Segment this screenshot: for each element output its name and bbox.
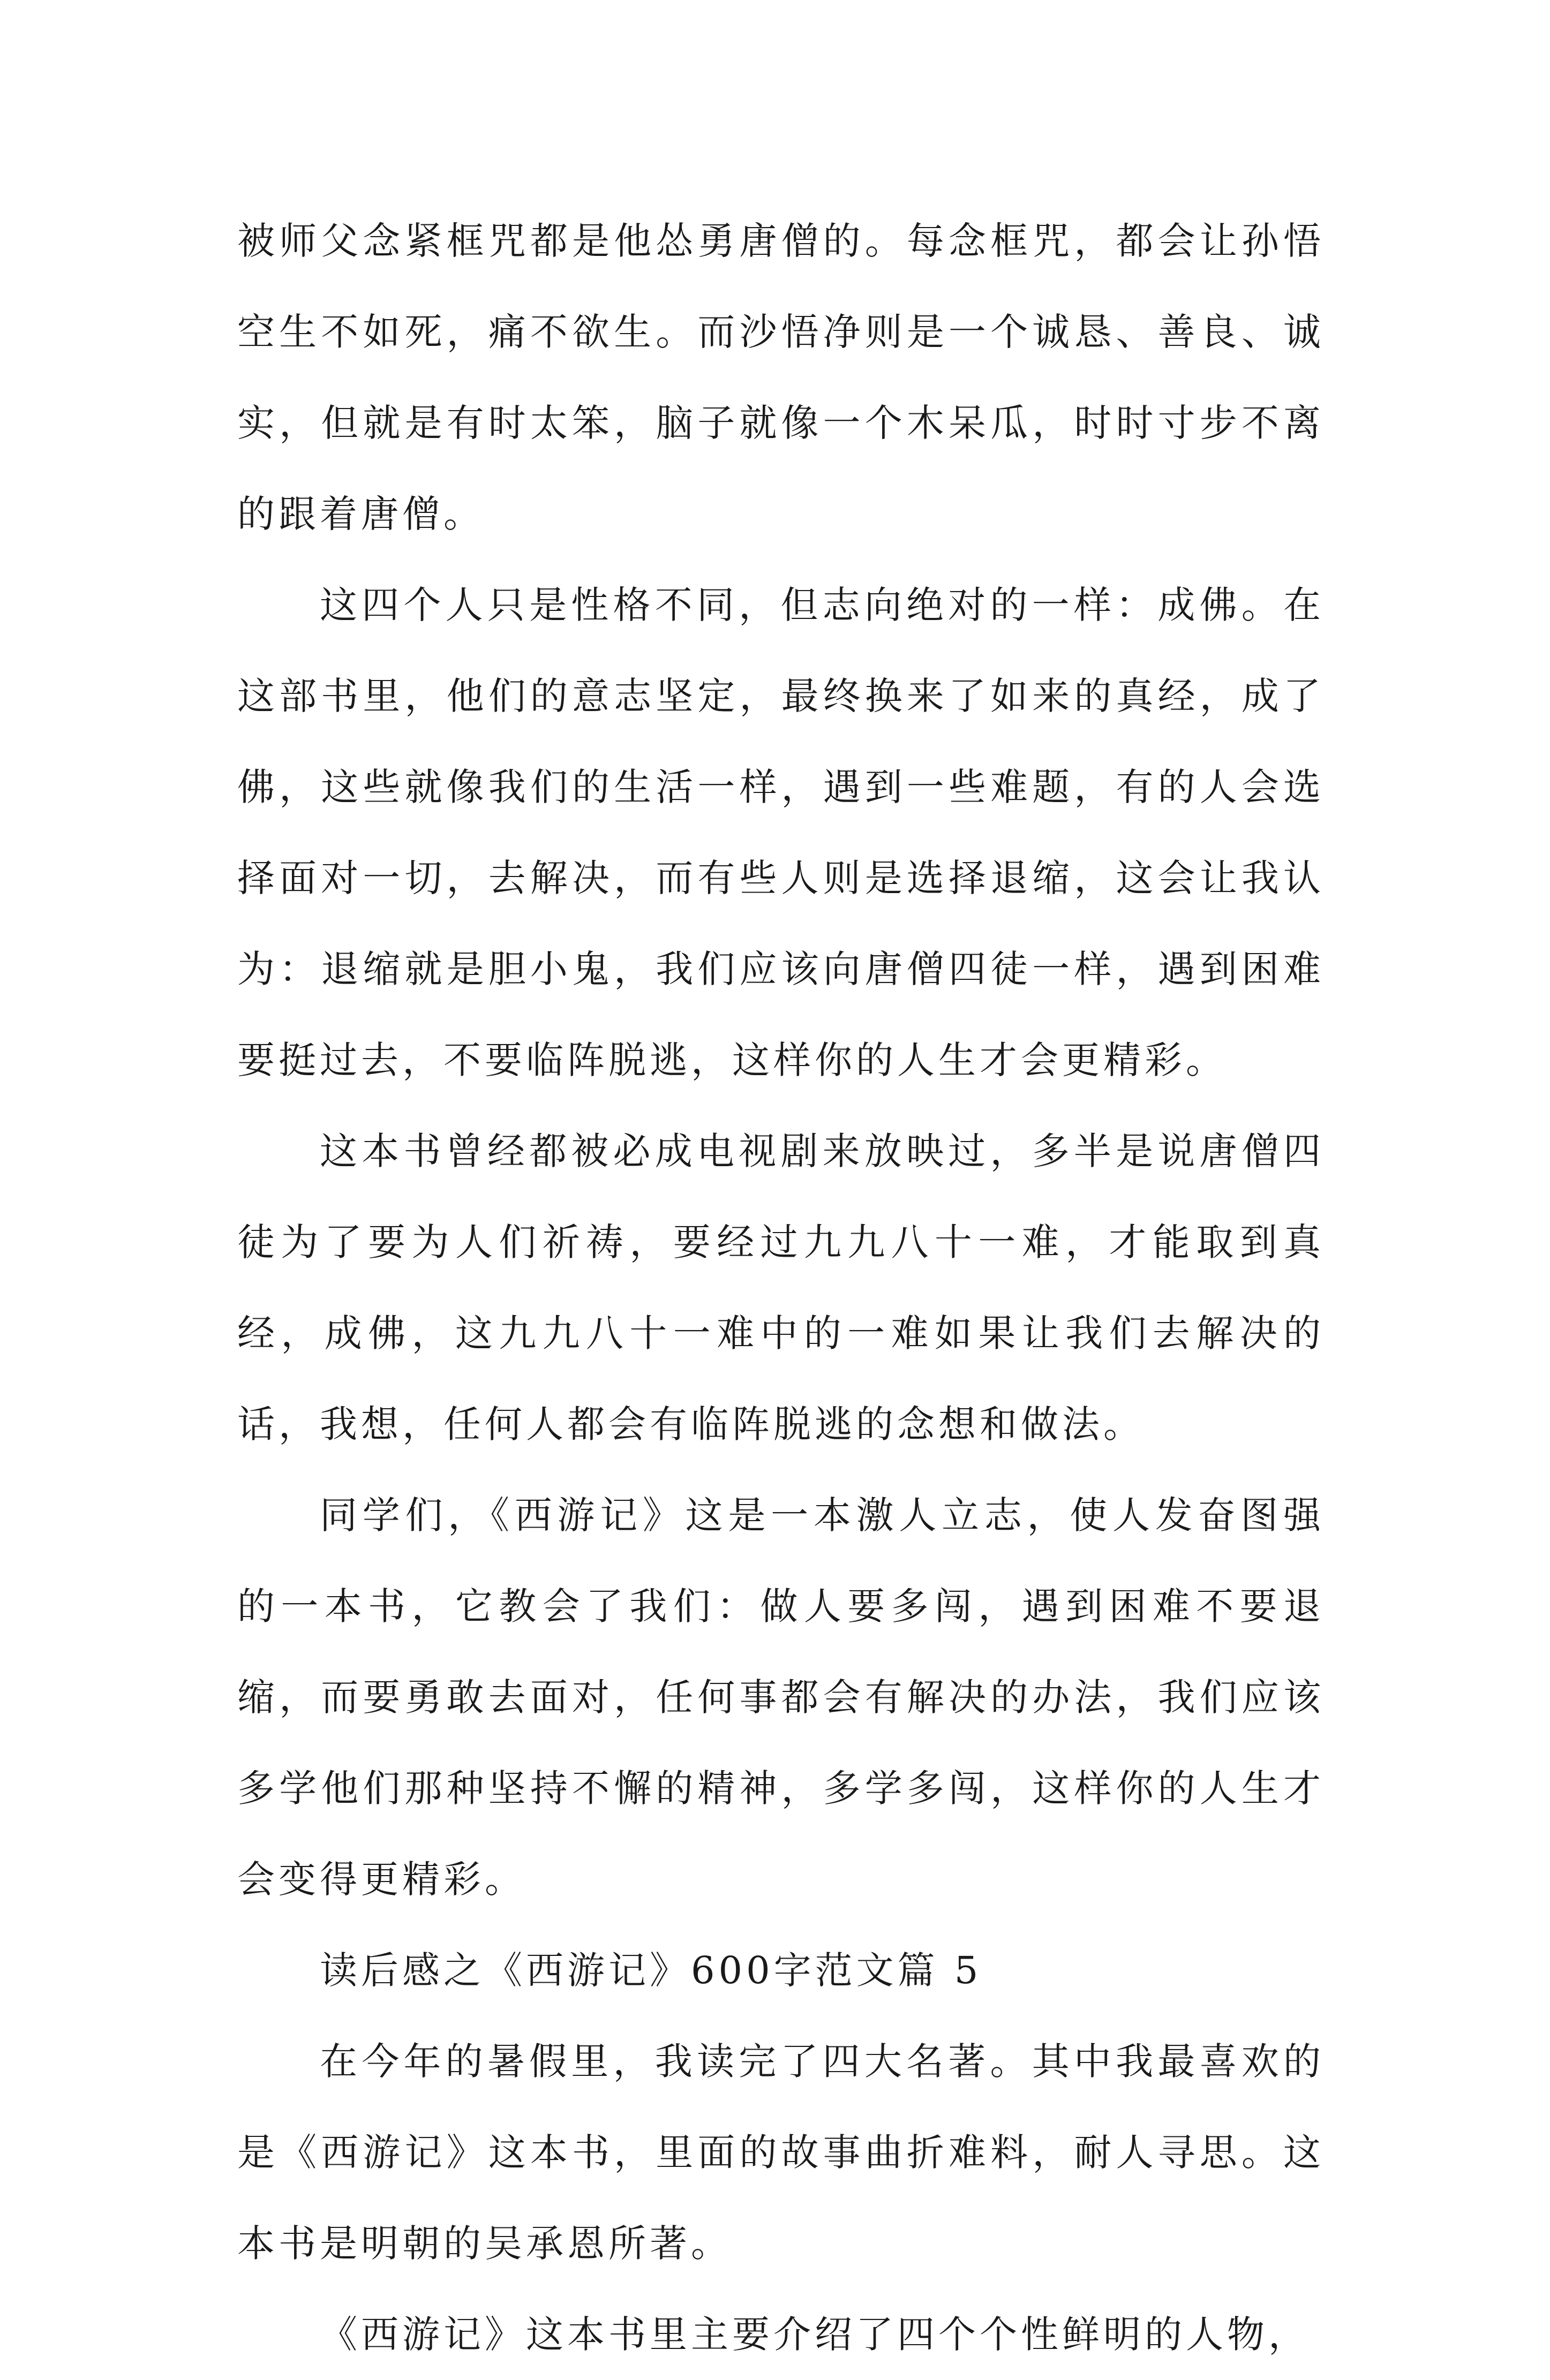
paragraph: 《西游记》这本书里主要介绍了四个个性鲜明的人物，: [320, 2313, 1310, 2356]
paragraph: 这四个人只是性格不同，但志向绝对的一样：成佛。在这部书里，他们的意志坚定，最终换来了如来的真经，成了佛，这些就像我们的生活一样，遇到一些难题，有的人会选择面对一切，去解决，而有些人则是选择退缩，这会让我认为：退缩就是胆小鬼，我们应该向唐僧四徒一样，遇到困难要挺过去，不要临阵脱逃，这样你的人生才会更精彩。: [237, 583, 1325, 1082]
paragraph: 在今年的暑假里，我读完了四大名著。其中我最喜欢的是《西游记》这本书，里面的故事曲折难料，耐人寻思。这本书是明朝的吴承恩所著。: [237, 2039, 1325, 2265]
section-heading: 读后感之《西游记》600字范文篇 5: [320, 1948, 982, 1992]
paragraph-continuation: 被师父念紧框咒都是他怂勇唐僧的。每念框咒，都会让孙悟空生不如死，痛不欲生。而沙悟净则是一个诚恳、善良、诚实，但就是有时太笨，脑子就像一个木呆瓜，时时寸步不离的跟着唐僧。: [237, 219, 1325, 536]
paragraph: 同学们，《西游记》这是一本激人立志，使人发奋图强的一本书，它教会了我们：做人要多闯，遇到困难不要退缩，而要勇敢去面对，任何事都会有解决的办法，我们应该多学他们那种坚持不懈的精神，多学多闯，这样你的人生才会变得更精彩。: [237, 1493, 1325, 1901]
paragraph: 这本书曾经都被必成电视剧来放映过，多半是说唐僧四徒为了要为人们祈祷，要经过九九八十一难，才能取到真经，成佛，这九九八十一难中的一难如果让我们去解决的话，我想，任何人都会有临阵脱逃的念想和做法。: [237, 1129, 1325, 1446]
document-page: [237, 195, 1325, 2380]
